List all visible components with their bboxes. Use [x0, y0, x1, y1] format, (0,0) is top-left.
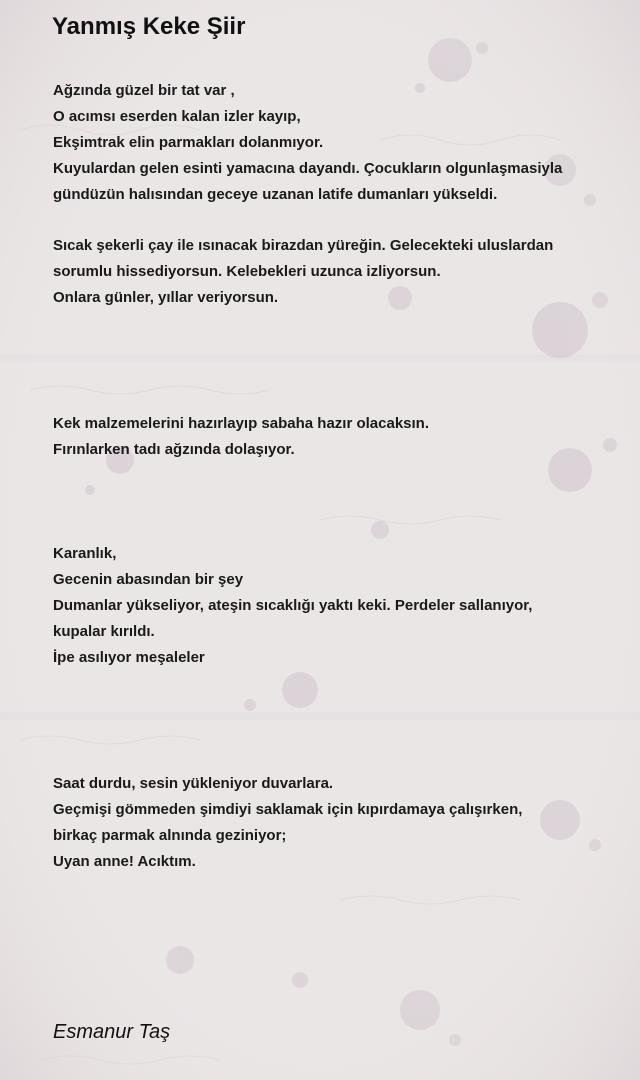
poem-line: Dumanlar yükseliyor, ateşin sıcaklığı yaktı keki. Perdeler sallanıyor, [53, 597, 533, 614]
poem-line: sorumlu hissediyorsun. Kelebekleri uzunca izliyorsun. [53, 263, 441, 280]
poem-line: İpe asılıyor meşaleler [53, 649, 205, 666]
poem-title: Yanmış Keke Şiir [52, 13, 246, 40]
stanza-5 [53, 771, 613, 875]
poem-line: Ekşimtrak elin parmakları dolanmıyor. [53, 134, 324, 151]
poem-line: Sıcak şekerli çay ile ısınacak birazdan yüreğin. Gelecekteki uluslardan [53, 237, 554, 254]
author-name: Esmanur Taş [53, 1021, 171, 1043]
stanza-1 [53, 78, 613, 208]
poem-line: Saat durdu, sesin yükleniyor duvarlara. [53, 775, 334, 792]
poem-line: Uyan anne! Acıktım. [53, 853, 196, 870]
poem-line: Kek malzemelerini hazırlayıp sabaha hazır olacaksın. [53, 415, 430, 432]
poem-line: Karanlık, [53, 545, 117, 562]
poem-line: O acımsı eserden kalan izler kayıp, [53, 108, 301, 125]
stanza-3 [53, 411, 613, 463]
poem-line: Onlara günler, yıllar veriyorsun. [53, 289, 279, 306]
poem-line: gündüzün halısından geceye uzanan latife dumanları yükseldi. [53, 186, 498, 203]
poem-line: Ağzında güzel bir tat var , [53, 82, 235, 99]
poem-line: Fırınlarken tadı ağzında dolaşıyor. [53, 441, 295, 458]
poem-line: kupalar kırıldı. [53, 623, 155, 640]
stanza-2 [53, 233, 613, 311]
poem-line: Gecenin abasından bir şey [53, 571, 244, 588]
stanza-4 [53, 541, 613, 671]
poem-line: Geçmişi gömmeden şimdiyi saklamak için kıpırdamaya çalışırken, [53, 801, 523, 818]
poem-line: Kuyulardan gelen esinti yamacına dayandı. Çocukların olgunlaşmasiyla [53, 160, 563, 177]
poem-line: birkaç parmak alnında geziniyor; [53, 827, 287, 844]
